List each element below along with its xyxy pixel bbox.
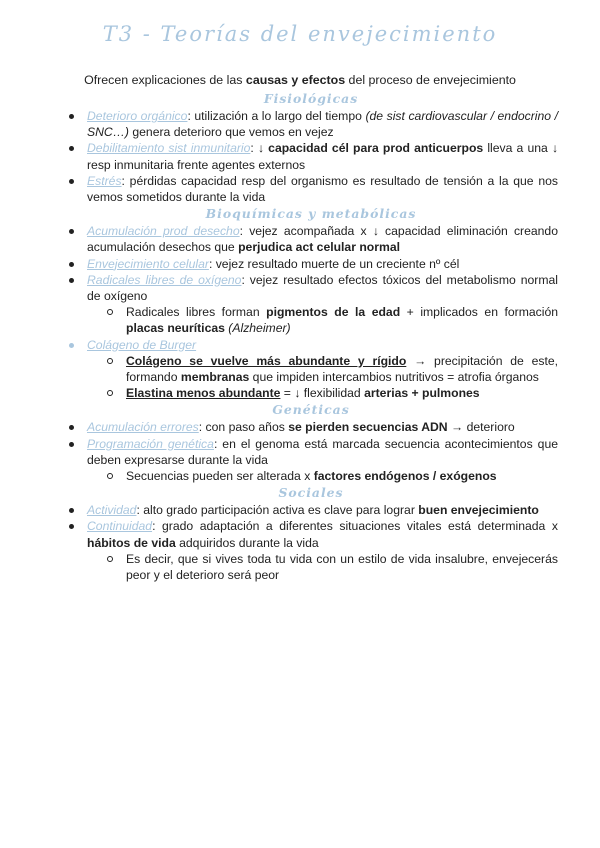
notes-content [64,90,558,583]
section-heading-bioquimicas: Bioquímicas y metabólicas [205,206,417,222]
sub-list-item: Elastina menos abundante = ↓ flexibilidad arterias + pulmones [64,385,558,401]
section-heading-geneticas: Genéticas [272,402,350,418]
list-item: Acumulación prod desecho: vejez acompañada x ↓ capacidad eliminación creando acumulación desechos que perjudica act celular normal [64,223,558,255]
list-item: Deterioro orgánico: utilización a lo largo del tiempo (de sist cardiovascular / endocrino / SNC…) genera deterioro que vemos en vejez [64,108,558,140]
sub-list-item: Colágeno se vuelve más abundante y rígido → precipitación de este, formando membranas que impiden intercambios nutritivos = atrofia órganos [64,353,558,385]
list-item: Estrés: pérdidas capacidad resp del organismo es resultado de tensión a la que nos vemos sometidos durante la vida [64,173,558,205]
list-item: Radicales libres de oxígeno: vejez resultado efectos tóxicos del metabolismo normal de oxígeno [64,272,558,304]
list-item: Programación genética: en el genoma está marcada secuencia acontecimientos que deben expresarse durante la vida [64,436,558,468]
section-heading-sociales: Sociales [278,485,344,501]
sub-list-item: Es decir, que si vives toda tu vida con un estilo de vida insalubre, envejecerás peor y el deterioro será peor [64,551,558,583]
list-item: Continuidad: grado adaptación a diferentes situaciones vitales está determinada x hábitos de vida adquiridos durante la vida [64,518,558,550]
list-item: Envejecimiento celular: vejez resultado muerte de un creciente nº cél [64,256,558,272]
sub-list-item: Secuencias pueden ser alterada x factores endógenos / exógenos [64,468,558,484]
sub-list-item: Radicales libres forman pigmentos de la edad + implicados en formación placas neuríticas (Alzheimer) [64,304,558,336]
list-item: Actividad: alto grado participación activa es clave para lograr buen envejecimiento [64,502,558,518]
section-heading-fisiologicas: Fisiológicas [263,91,359,106]
list-item: Colágeno de Burger [64,337,558,353]
list-item: Acumulación errores: con paso años se pierden secuencias ADN → deterioro [64,419,558,435]
page-title: T3 - Teorías del envejecimiento [102,22,498,46]
list-item: Debilitamiento sist inmunitario: ↓ capacidad cél para prod anticuerpos lleva a una ↓ resp inmunitaria frente agentes externos [64,140,558,172]
intro-text: Ofrecen explicaciones de las causas y efectos del proceso de envejecimiento [84,73,516,87]
